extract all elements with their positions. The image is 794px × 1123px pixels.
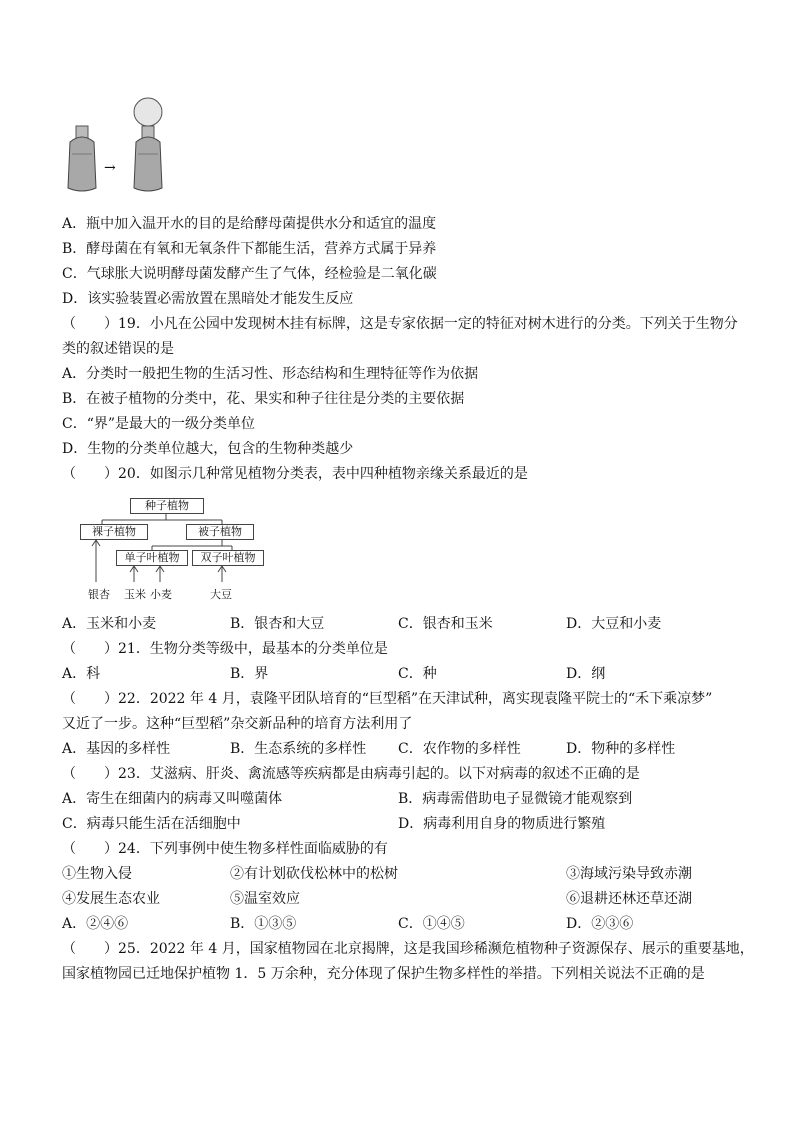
- label-corn: 玉米: [124, 588, 146, 601]
- q23-option-a: A．寄生在细菌内的病毒又叫噬菌体: [62, 791, 283, 807]
- q24-option-a: A．②④⑥: [62, 916, 129, 932]
- q22-option-b: B．生态系统的多样性: [230, 741, 367, 757]
- q24-option-d: D．②③⑥: [566, 916, 634, 932]
- q22-stem-line1: （ ）22．2022 年 4 月，袁隆平团队培育的“巨型稻”在天津试种，离实现袁隆平院士的“禾下乘凉梦”: [62, 691, 713, 707]
- q22-stem-line2: 又近了一步。这种“巨型稻”杂交新品种的培育方法利用了: [62, 716, 413, 732]
- node-angiosperms: 被子植物: [186, 524, 254, 540]
- q19-option-d: D．生物的分类单位越大，包含的生物种类越少: [62, 441, 354, 457]
- q18-option-d: D．该实验装置必需放置在黑暗处才能发生反应: [62, 291, 354, 307]
- q18-option-a: A．瓶中加入温开水的目的是给酵母菌提供水分和适宜的温度: [62, 216, 437, 232]
- q19-stem-line2: 类的叙述错误的是: [62, 341, 174, 357]
- q25-stem-line2: 国家植物园已迁地保护植物 1．5 万余种，充分体现了保护生物多样性的举措。下列相关说法不正确的是: [62, 966, 705, 982]
- q21-option-b: B．界: [230, 666, 269, 682]
- bottle-left: [68, 126, 96, 191]
- q20-option-b: B．银杏和大豆: [230, 616, 325, 632]
- q20-option-c: C．银杏和玉米: [398, 616, 493, 632]
- q25-stem-line1: （ ）25．2022 年 4 月，国家植物园在北京揭牌，这是我国珍稀濒危植物种子资源保存、展示的重要基地，: [62, 941, 754, 957]
- q24-item-1: ①生物入侵: [62, 866, 132, 882]
- q21-option-d: D．纲: [566, 666, 606, 682]
- q23-option-d: D．病毒利用自身的物质进行繁殖: [398, 816, 606, 832]
- q24-stem: （ ）24．下列事例中使生物多样性面临威胁的有: [62, 841, 388, 857]
- q18-option-c: C．气球胀大说明酵母菌发酵产生了气体，经检验是二氧化碳: [62, 266, 437, 282]
- q20-option-d: D．大豆和小麦: [566, 616, 662, 632]
- q24-item-4: ④发展生态农业: [62, 891, 160, 907]
- label-soybean: 大豆: [210, 588, 232, 601]
- q22-option-d: D．物种的多样性: [566, 741, 676, 757]
- q20-stem: （ ）20．如图示几种常见植物分类表，表中四种植物亲缘关系最近的是: [62, 466, 528, 482]
- yeast-bottle-figure: [62, 92, 172, 196]
- q23-stem: （ ）23．艾滋病、肝炎、禽流感等疾病都是由病毒引起的。以下对病毒的叙述不正确的是: [62, 766, 640, 782]
- node-dicots: 双子叶植物: [192, 550, 264, 566]
- label-wheat: 小麦: [150, 588, 172, 601]
- q19-stem-line1: （ ）19．小凡在公园中发现树木挂有标牌，这是专家依据一定的特征对树木进行的分类。下列关于生物分: [62, 316, 738, 332]
- q18-option-b: B．酵母菌在有氧和无氧条件下都能生活，营养方式属于异养: [62, 241, 437, 257]
- node-gymnosperms: 裸子植物: [80, 524, 148, 540]
- q20-option-a: A．玉米和小麦: [62, 616, 157, 632]
- q21-stem: （ ）21．生物分类等级中，最基本的分类单位是: [62, 641, 388, 657]
- q24-option-b: B．①③⑤: [230, 916, 297, 932]
- q24-item-6: ⑥退耕还林还草还湖: [566, 891, 692, 907]
- q21-option-c: C．种: [398, 666, 437, 682]
- q21-option-a: A．科: [62, 666, 101, 682]
- node-monocots: 单子叶植物: [116, 550, 188, 566]
- label-ginkgo: 银杏: [88, 588, 110, 601]
- q19-option-c: C．“界”是最大的一级分类单位: [62, 416, 256, 432]
- q24-item-2: ②有计划砍伐松林中的松树: [230, 866, 398, 882]
- q19-option-b: B．在被子植物的分类中，花、果实和种子往往是分类的主要依据: [62, 391, 465, 407]
- q24-option-c: C．①④⑤: [398, 916, 465, 932]
- node-seed-plants: 种子植物: [130, 498, 204, 514]
- q22-option-c: C．农作物的多样性: [398, 741, 521, 757]
- q24-item-5: ⑤温室效应: [230, 891, 300, 907]
- q22-option-a: A．基因的多样性: [62, 741, 171, 757]
- arrow-icon: →: [104, 160, 116, 176]
- q23-option-b: B．病毒需借助电子显微镜才能观察到: [398, 791, 633, 807]
- bottle-right-with-balloon: [134, 98, 162, 191]
- q23-option-c: C．病毒只能生活在活细胞中: [62, 816, 241, 832]
- q24-item-3: ③海域污染导致赤潮: [566, 866, 692, 882]
- q19-option-a: A．分类时一般把生物的生活习性、形态结构和生理特征等作为依据: [62, 366, 479, 382]
